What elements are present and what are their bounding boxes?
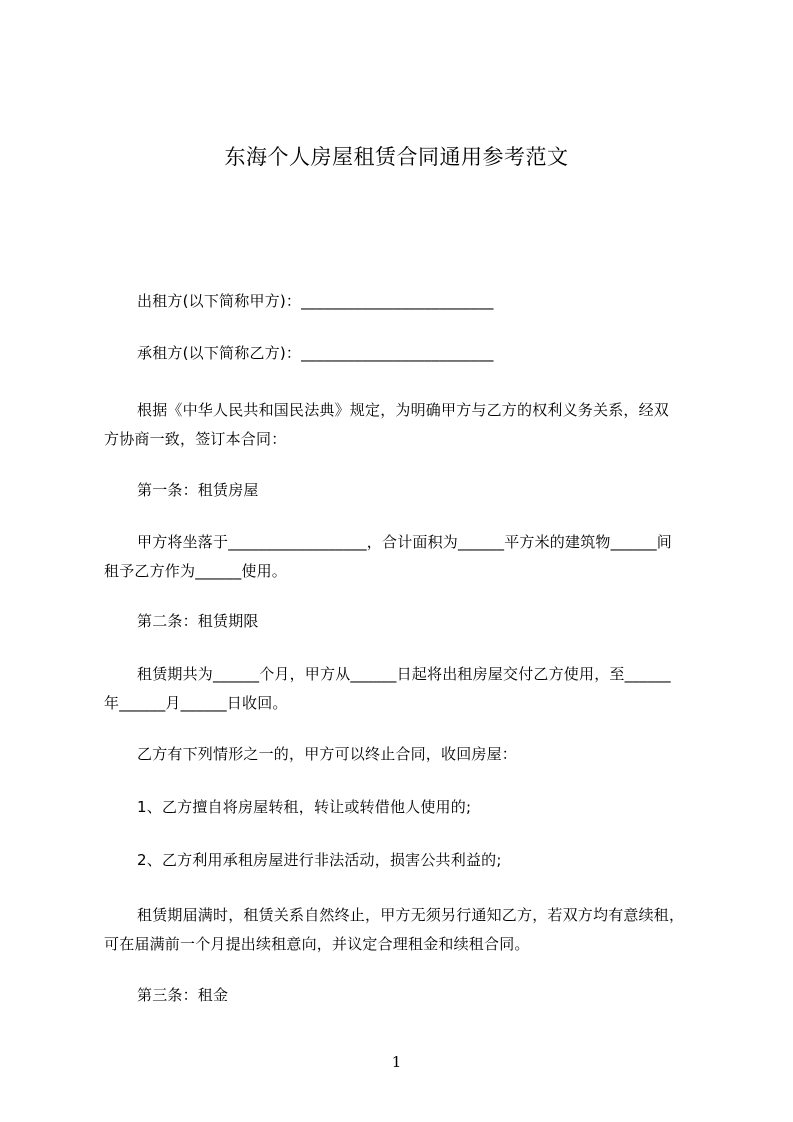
termination-item-2 xyxy=(104,846,737,875)
paragraph-line: 第一条：租赁房屋 xyxy=(137,481,259,499)
paragraph-line: 承租方(以下简称乙方)：_________________________ xyxy=(137,344,494,362)
page-number: 1 xyxy=(391,1053,402,1071)
article-2-heading xyxy=(104,607,737,636)
paragraph-line: 年______月______日收回。 xyxy=(104,694,288,712)
paragraph-line: 第二条：租赁期限 xyxy=(137,612,259,630)
paragraph-line: 2、乙方利用承租房屋进行非法活动，损害公共利益的; xyxy=(137,851,502,869)
lessee-line xyxy=(104,339,737,368)
lessor-line xyxy=(104,287,737,316)
termination-item-1 xyxy=(104,793,737,822)
preamble-paragraph xyxy=(104,396,704,454)
paragraph-line: 第三条：租金 xyxy=(137,986,229,1004)
termination-intro xyxy=(104,740,737,769)
expiry-paragraph xyxy=(104,901,704,959)
paragraph-line: 1、乙方擅自将房屋转租，转让或转借他人使用的; xyxy=(137,798,472,816)
paragraph-line: 出租方(以下简称甲方)：_________________________ xyxy=(137,292,494,310)
paragraph-line: 方协商一致，签订本合同： xyxy=(104,430,287,448)
article-3-heading xyxy=(104,981,737,1010)
paragraph-line: 甲方将坐落于__________________，合计面积为______平方米的建筑物______间 xyxy=(137,533,673,551)
article-1-paragraph xyxy=(104,528,704,586)
document-title: 东海个人房屋租赁合同通用参考范文 xyxy=(224,145,569,169)
article-1-heading xyxy=(104,476,737,505)
paragraph-line: 租赁期届满时，租赁关系自然终止，甲方无须另行通知乙方，若双方均有意续租， xyxy=(137,906,685,924)
article-2-paragraph xyxy=(104,660,704,718)
paragraph-line: 可在届满前一个月提出续租意向，并议定合理租金和续租合同。 xyxy=(104,935,530,953)
paragraph-line: 根据《中华人民共和国民法典》规定，为明确甲方与乙方的权利义务关系，经双 xyxy=(137,401,670,419)
paragraph-line: 租赁期共为______个月，甲方从______日起将出租房屋交付乙方使用，至______ xyxy=(137,665,671,683)
paragraph-line: 租予乙方作为______使用。 xyxy=(104,562,288,580)
paragraph-line: 乙方有下列情形之一的，甲方可以终止合同，收回房屋： xyxy=(137,745,518,763)
